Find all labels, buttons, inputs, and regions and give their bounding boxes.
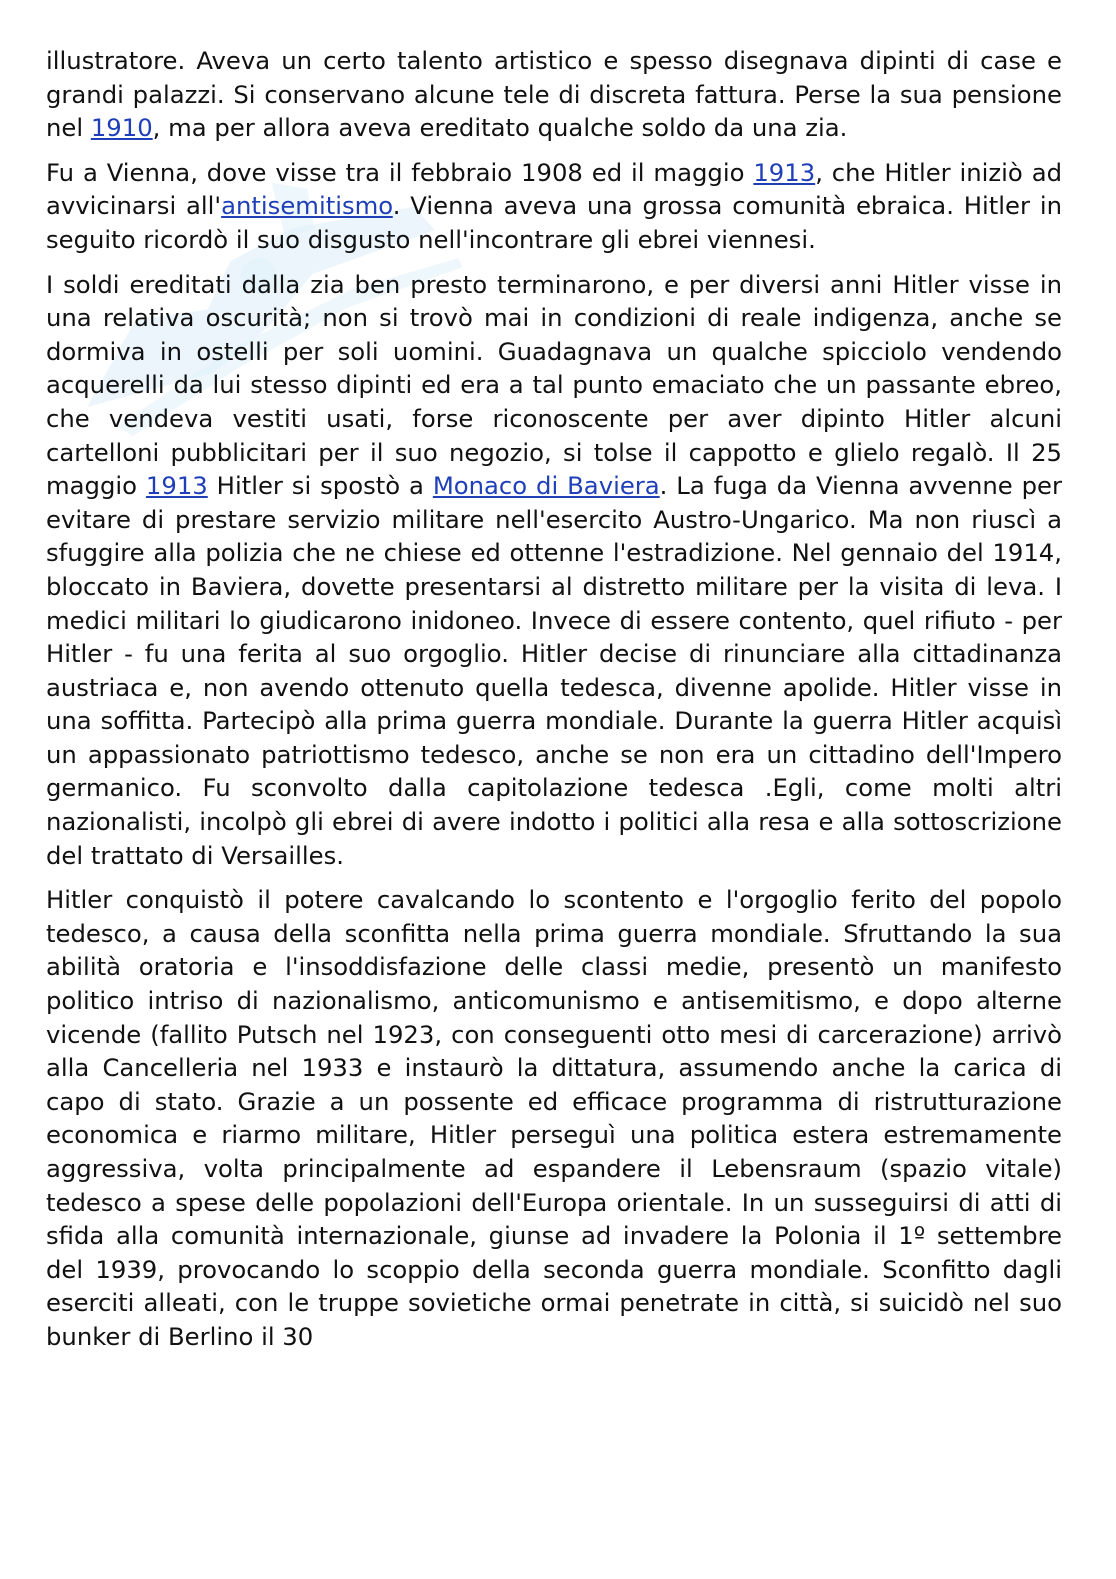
link-1910[interactable]: 1910: [90, 113, 153, 143]
link-1913[interactable]: 1913: [753, 157, 816, 187]
link-monaco-di-baviera[interactable]: Monaco di Baviera: [432, 471, 660, 501]
paragraph-4: Hitler conquistò il potere cavalcando lo scontento e l'orgoglio ferito del popolo tedesco, a causa della sconfitta nella prima guerra mondiale. Sfruttando la sua abilità oratoria e l'insoddisfazione delle classi medie, presentò un manifesto politico intriso di nazionalismo, anticomunismo e antisemitismo, e dopo alterne vicende (fallito Putsch nel 1923, con conseguenti otto mesi di carcerazione) arrivò alla Cancelleria nel 1933 e instaurò la dittatura, assumendo anche la carica di capo di stato. Grazie a un possente ed efficace programma di ristrutturazione economica e riarmo militare, Hitler perseguì una politica estera estremamente aggressiva, volta principalmente ad espandere il Lebensraum (spazio vitale) tedesco a spese delle popolazioni dell'Europa orientale. In un susseguirsi di atti di sfida alla comunità internazionale, giunse ad invadere la Polonia il 1º settembre del 1939, provocando lo scoppio della seconda guerra mondiale. Sconfitto dagli eserciti alleati, con le truppe sovietiche ormai penetrate in città, si suicidò nel suo bunker di Berlino il 30: [46, 885, 1062, 1351]
paragraph-1: illustratore. Aveva un certo talento artistico e spesso disegnava dipinti di case e grandi palazzi. Si conservano alcune tele di discreta fattura. Perse la sua pensione nel 1910, ma per allora aveva ereditato qualche soldo da una zia.: [46, 46, 1062, 143]
document-body: [46, 44, 1062, 1365]
paragraph-2: Fu a Vienna, dove visse tra il febbraio 1908 ed il maggio 1913, che Hitler iniziò ad avvicinarsi all'antisemitismo. Vienna aveva una grossa comunità ebraica. Hitler in seguito ricordò il suo disgusto nell'incontrare gli ebrei viennesi.: [46, 157, 1063, 254]
paragraph-3: I soldi ereditati dalla zia ben presto terminarono, e per diversi anni Hitler visse in una relativa oscurità; non si trovò mai in condizioni di reale indigenza, anche se dormiva in ostelli per soli uomini. Guadagnava un qualche spicciolo vendendo acquerelli da lui stesso dipinti ed era a tal punto emaciato che un passante ebreo, che vendeva vestiti usati, forse riconoscente per aver dipinto Hitler alcuni cartelloni pubblicitari per il suo negozio, si tolse il cappotto e glielo regalò. Il 25 maggio 1913 Hitler si spostò a Monaco di Baviera. La fuga da Vienna avvenne per evitare di prestare servizio militare nell'esercito Austro-Ungarico. Ma non riuscì a sfuggire alla polizia che ne chiese ed ottenne l'estradizione. Nel gennaio del 1914, bloccato in Baviera, dovette presentarsi al distretto militare per la visita di leva. I medici militari lo giudicarono inidoneo. Invece di essere contento, quel rifiuto - per Hitler - fu una ferita al suo orgoglio. Hitler decise di rinunciare alla cittadinanza austriaca e, non avendo ottenuto quella tedesca, divenne apolide. Hitler visse in una soffitta. Partecipò alla prima guerra mondiale. Durante la guerra Hitler acquisì un appassionato patriottismo tedesco, anche se non era un cittadino dell'Impero germanico. Fu sconvolto dalla capitolazione tedesca .Egli, come molti altri nazionalisti, incolpò gli ebrei di avere indotto i politici alla resa e alla sottoscrizione del trattato di Versailles.: [46, 269, 1062, 870]
link-antisemitismo[interactable]: antisemitismo: [221, 191, 393, 221]
link-1913-second[interactable]: 1913: [145, 471, 208, 501]
